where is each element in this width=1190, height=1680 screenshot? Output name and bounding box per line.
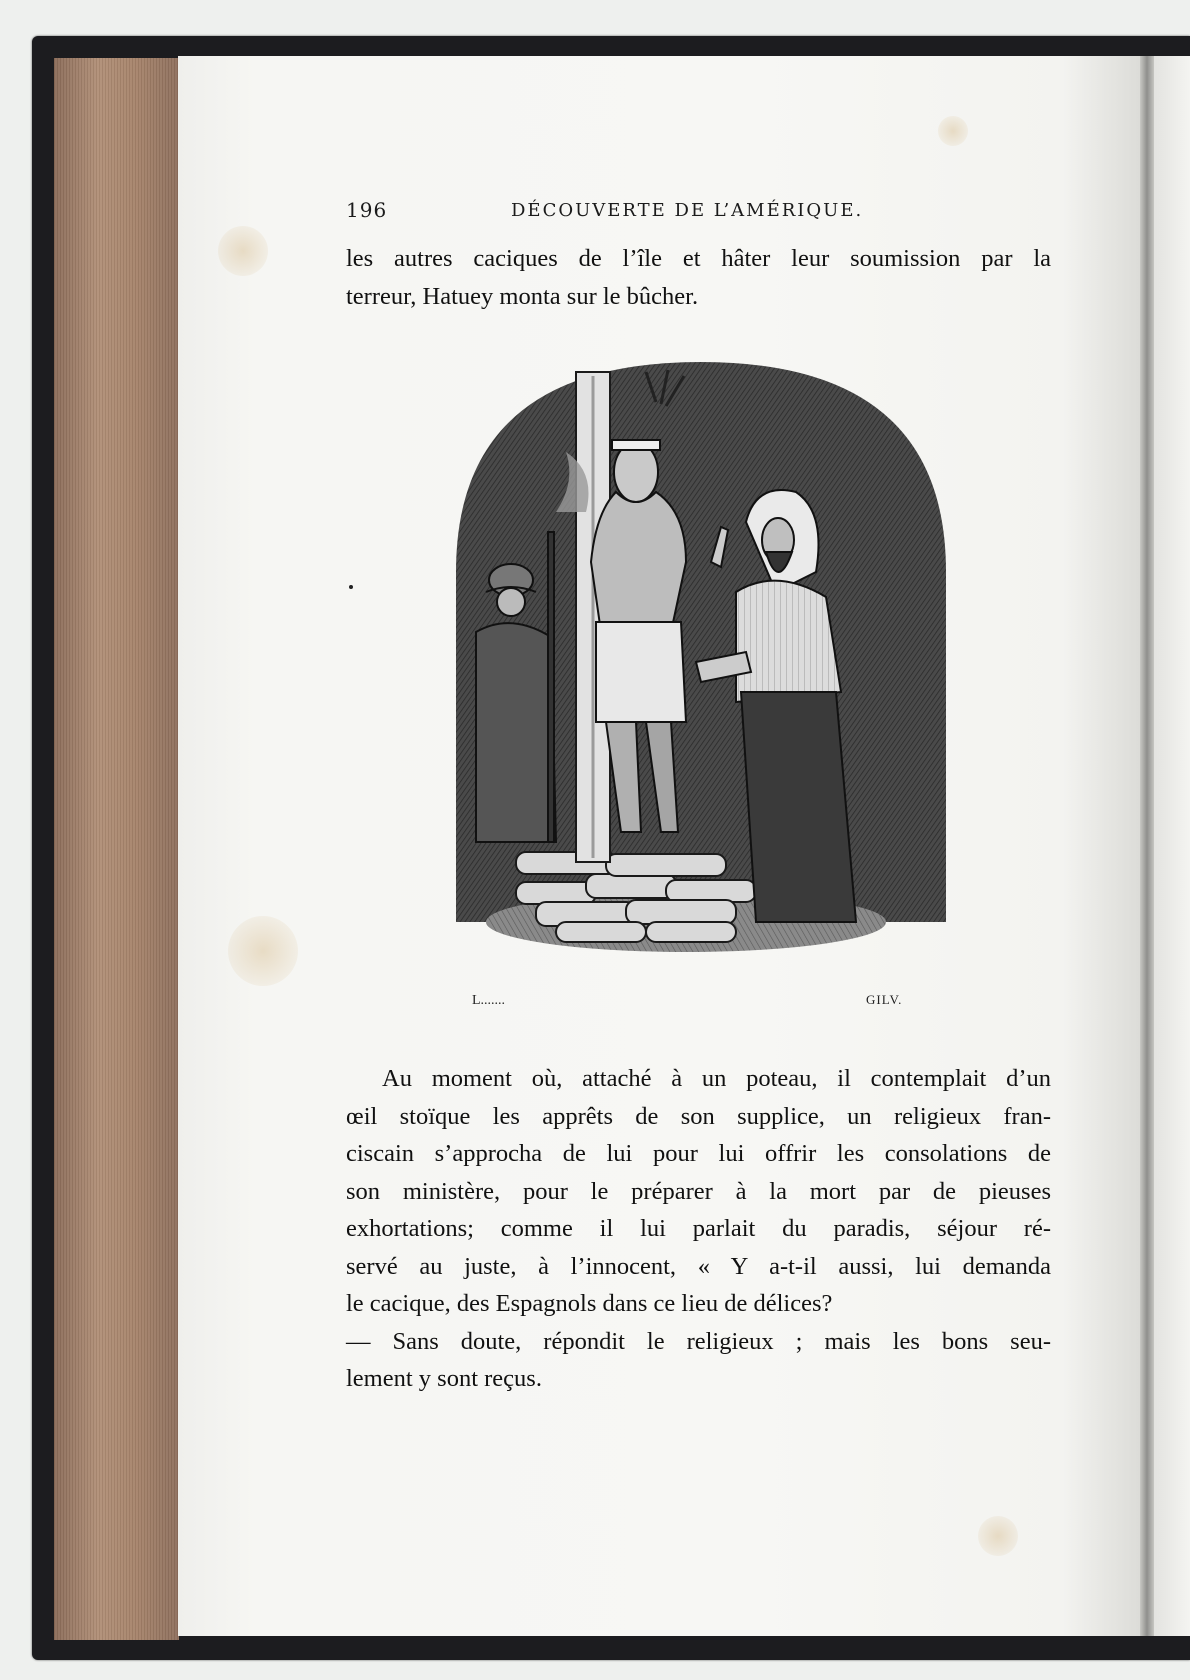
running-title: DÉCOUVERTE DE L’AMÉRIQUE.	[511, 200, 864, 221]
text-line: servé au juste, à l’innocent, « Y a-t-il aussi, lui demanda	[346, 1252, 1051, 1280]
book-gutter	[1140, 56, 1154, 1636]
text-line: Au moment où, attaché à un poteau, il contemplait d’un	[382, 1065, 1051, 1092]
page-number: 196	[346, 198, 388, 222]
page-block-edge	[54, 58, 179, 1640]
foxing-stain	[228, 916, 298, 986]
text-line: — Sans doute, répondit le religieux ; mais les bons seu-	[346, 1327, 1051, 1355]
engraving-hatuey-at-stake-icon	[456, 362, 946, 982]
main-paragraph	[346, 1060, 1051, 1398]
foxing-stain	[978, 1516, 1018, 1556]
text-line: le cacique, des Espagnols dans ce lieu de délices?	[346, 1290, 833, 1317]
top-paragraph	[346, 240, 1051, 315]
foxing-stain	[218, 226, 268, 276]
running-header	[346, 198, 1051, 224]
text-line: exhortations; comme il lui parlait du paradis, séjour ré-	[346, 1215, 1051, 1242]
facing-page-sliver	[1154, 56, 1190, 1636]
engraver-signature-left: L.......	[472, 993, 506, 1008]
text-line: terreur, Hatuey monta sur le bûcher.	[346, 282, 699, 310]
foxing-stain	[938, 116, 968, 146]
text-line: lement y sont reçus.	[346, 1365, 542, 1392]
text-line: œil stoïque les apprêts de son supplice, un religieux fran-	[346, 1102, 1051, 1130]
text-line: ciscain s’approcha de lui pour lui offrir les consolations de	[346, 1140, 1051, 1167]
ink-dot	[349, 585, 353, 589]
text-line: son ministère, pour le préparer à la mort par de pieuses	[346, 1177, 1051, 1205]
text-line: les autres caciques de l’île et hâter leur soumission par la	[346, 245, 1051, 272]
engraver-signature-right: GILV.	[866, 992, 903, 1007]
